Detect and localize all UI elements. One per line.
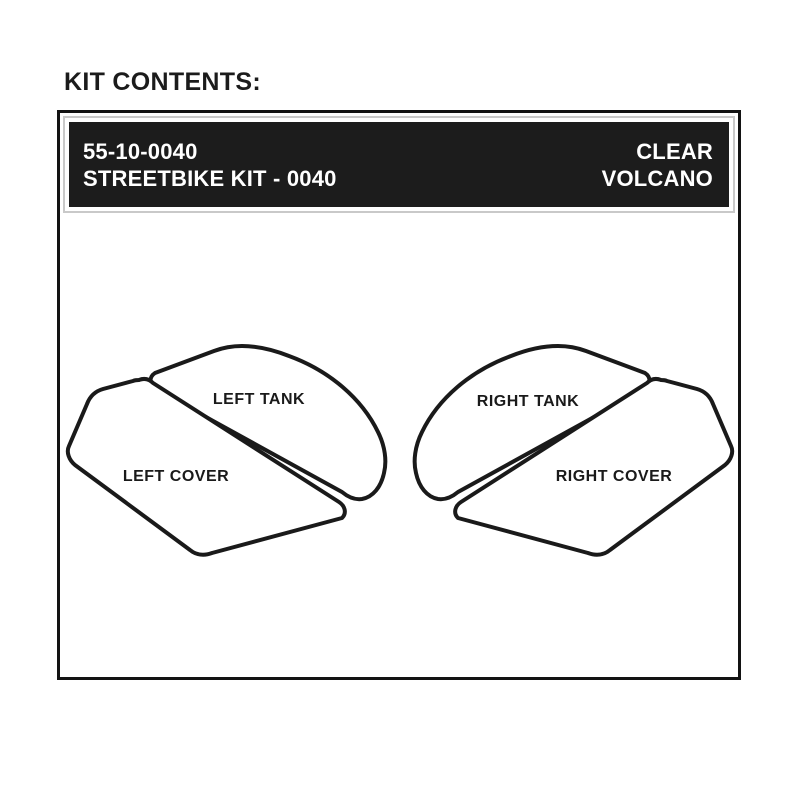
left-cover-label: LEFT COVER xyxy=(122,468,230,485)
left-tank-label: LEFT TANK xyxy=(212,391,306,408)
part-number: 55-10-0040 xyxy=(83,138,198,164)
page-title: KIT CONTENTS: xyxy=(64,68,261,96)
right-cover-label: RIGHT COVER xyxy=(555,468,673,485)
pattern-label: VOLCANO xyxy=(601,165,713,191)
kit-name: STREETBIKE KIT - 0040 xyxy=(83,165,337,191)
finish-label: CLEAR xyxy=(636,138,713,164)
right-tank-label: RIGHT TANK xyxy=(476,393,580,410)
